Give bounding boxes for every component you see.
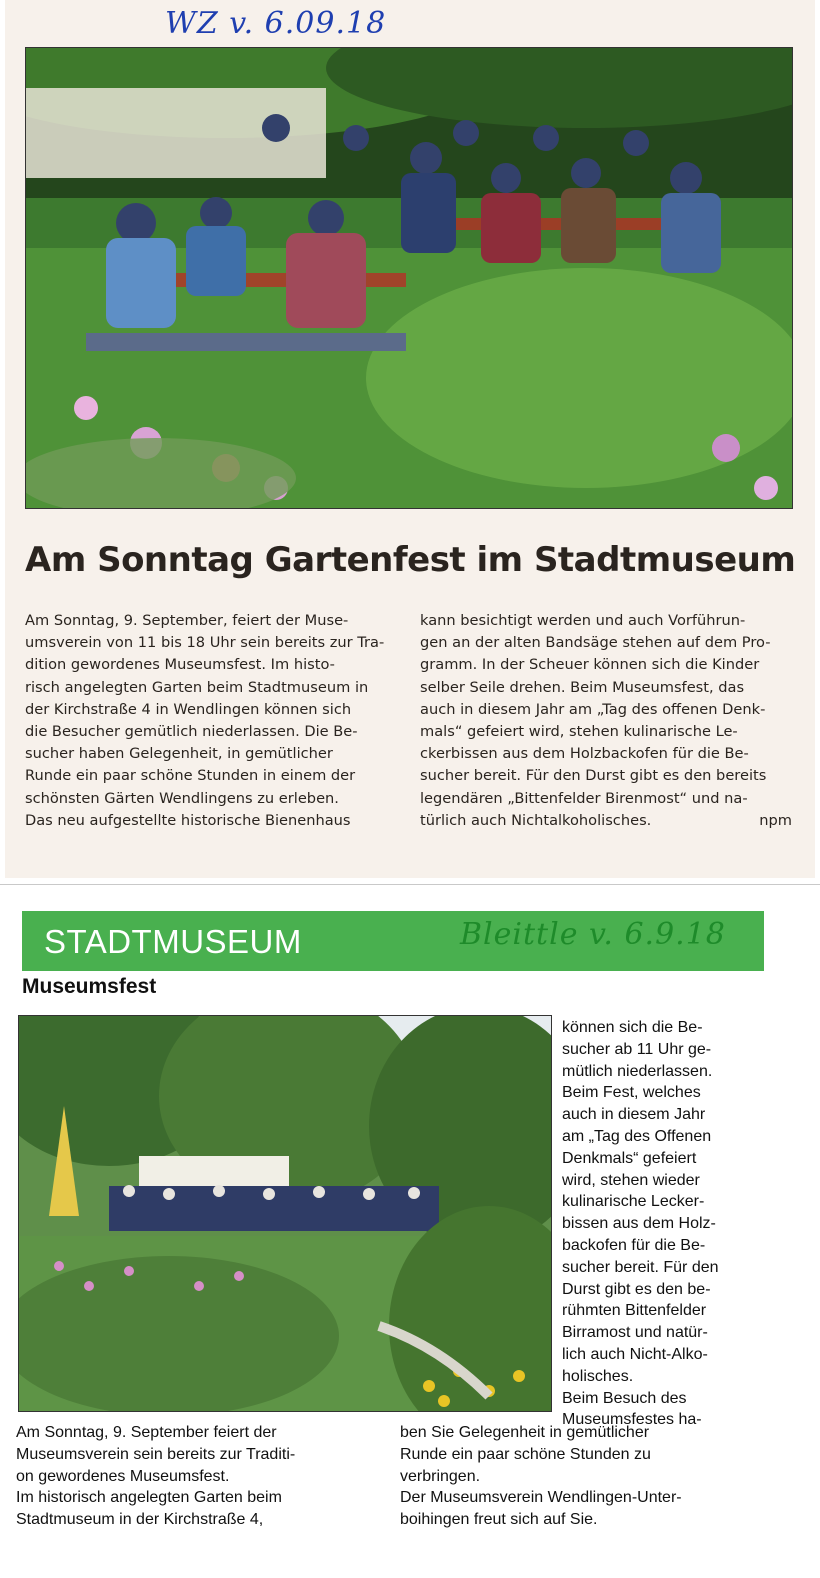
text-line: kann besichtigt werden und auch Vorführun-	[420, 612, 746, 629]
article-column-left	[25, 610, 400, 832]
text-line-last	[420, 810, 792, 832]
text-line: backofen für die Be-	[562, 1236, 706, 1254]
text-line: holisches.	[562, 1367, 634, 1385]
newspaper-clipping-wz	[5, 0, 815, 878]
text-line: am „Tag des Offenen	[562, 1127, 712, 1145]
text-line: kulinarische Lecker-	[562, 1193, 705, 1211]
text-line: können sich die Be-	[562, 1019, 703, 1036]
text-line: sucher haben Gelegenheit, in gemütlicher	[25, 745, 333, 763]
text-line: lich auch Nicht-Alko-	[562, 1345, 708, 1363]
text-line: Im historisch angelegten Garten beim	[16, 1489, 282, 1507]
text-line: mals“ gefeiert wird, stehen kulinarische Le-	[420, 723, 738, 741]
text-line: der Kirchstraße 4 in Wendlingen können sich	[25, 700, 352, 718]
text-line: die Besucher gemütlich niederlassen. Die Be-	[25, 723, 358, 741]
text-line: türlich auch Nichtalkoholisches.	[420, 811, 652, 829]
text-line: wird, stehen wieder	[562, 1171, 700, 1189]
text-line: Durst gibt es den be-	[562, 1280, 711, 1298]
museum-garden-photo	[18, 1015, 552, 1412]
text-line: bissen aus dem Holz-	[562, 1215, 716, 1233]
text-line: Am Sonntag, 9. September feiert der	[16, 1424, 277, 1441]
text-line: Am Sonntag, 9. September, feiert der Muse-	[25, 612, 349, 629]
text-line: ben Sie Gelegenheit in gemütlicher	[400, 1424, 650, 1441]
text-line: auch in diesem Jahr	[562, 1106, 706, 1124]
handwritten-source-note: WZ v. 6.09.18	[165, 6, 387, 41]
text-line: risch angelegten Garten beim Stadtmuseum in	[25, 678, 369, 696]
text-line: on gewordenes Museumsfest.	[16, 1467, 230, 1485]
text-line: Beim Fest, welches	[562, 1084, 701, 1102]
text-line: Museumsfestes ha-	[562, 1411, 702, 1429]
text-line: Birramost und natür-	[562, 1324, 708, 1342]
text-line: Runde ein paar schöne Stunden zu	[400, 1445, 651, 1463]
handwritten-source-note: Bleittle v. 6.9.18	[460, 917, 726, 952]
text-line: gen an der alten Bandsäge stehen auf dem Pro-	[420, 634, 771, 652]
text-line: Runde ein paar schöne Stunden in einem der	[25, 767, 356, 785]
article-column-bottom-left	[16, 1422, 370, 1531]
text-line: gramm. In der Scheuer können sich die Kinder	[420, 656, 760, 674]
text-line: sucher bereit. Für den Durst gibt es den bereits	[420, 767, 767, 785]
text-line: dition gewordenes Museumsfest. Im histo-	[25, 656, 335, 674]
text-line: ckerbissen aus dem Holzbackofen für die Be-	[420, 745, 749, 763]
text-line: Stadtmuseum in der Kirchstraße 4,	[16, 1511, 264, 1529]
author-initials: npm	[759, 811, 792, 829]
article-headline: Museumsfest	[22, 975, 157, 998]
text-line: Der Museumsverein Wendlingen-Unter-	[400, 1489, 682, 1507]
article-column-bottom-right	[400, 1422, 760, 1531]
text-line: schönsten Gärten Wendlingens zu erleben.	[25, 789, 339, 807]
article-headline: Am Sonntag Gartenfest im Stadtmuseum	[25, 540, 796, 580]
section-banner-title: STADTMUSEUM	[44, 923, 302, 960]
article-column-right	[420, 610, 792, 832]
text-line: boihingen freut sich auf Sie.	[400, 1511, 598, 1529]
text-line: umsverein von 11 bis 18 Uhr sein bereits zur Tra-	[25, 634, 385, 652]
text-line: Museumsverein sein bereits zur Traditi-	[16, 1445, 296, 1463]
text-line: sucher bereit. Für den	[562, 1258, 719, 1276]
text-line: sucher ab 11 Uhr ge-	[562, 1040, 712, 1058]
text-line: verbringen.	[400, 1467, 481, 1485]
text-line: legendären „Bittenfelder Birenmost“ und na-	[420, 789, 748, 807]
text-line: mütlich niederlassen.	[562, 1062, 713, 1080]
text-line: selber Seile drehen. Beim Museumsfest, das	[420, 678, 745, 696]
text-line: Beim Besuch des	[562, 1389, 687, 1407]
text-line: Denkmals“ gefeiert	[562, 1149, 697, 1167]
article-column-right	[562, 1017, 760, 1431]
text-line: Das neu aufgestellte historische Bienenhaus	[25, 811, 351, 829]
text-line: rühmten Bittenfelder	[562, 1302, 707, 1320]
text-line: auch in diesem Jahr am „Tag des offenen Denk-	[420, 700, 766, 718]
garden-party-photo	[25, 47, 793, 509]
newspaper-clipping-blaettle	[0, 884, 820, 1578]
